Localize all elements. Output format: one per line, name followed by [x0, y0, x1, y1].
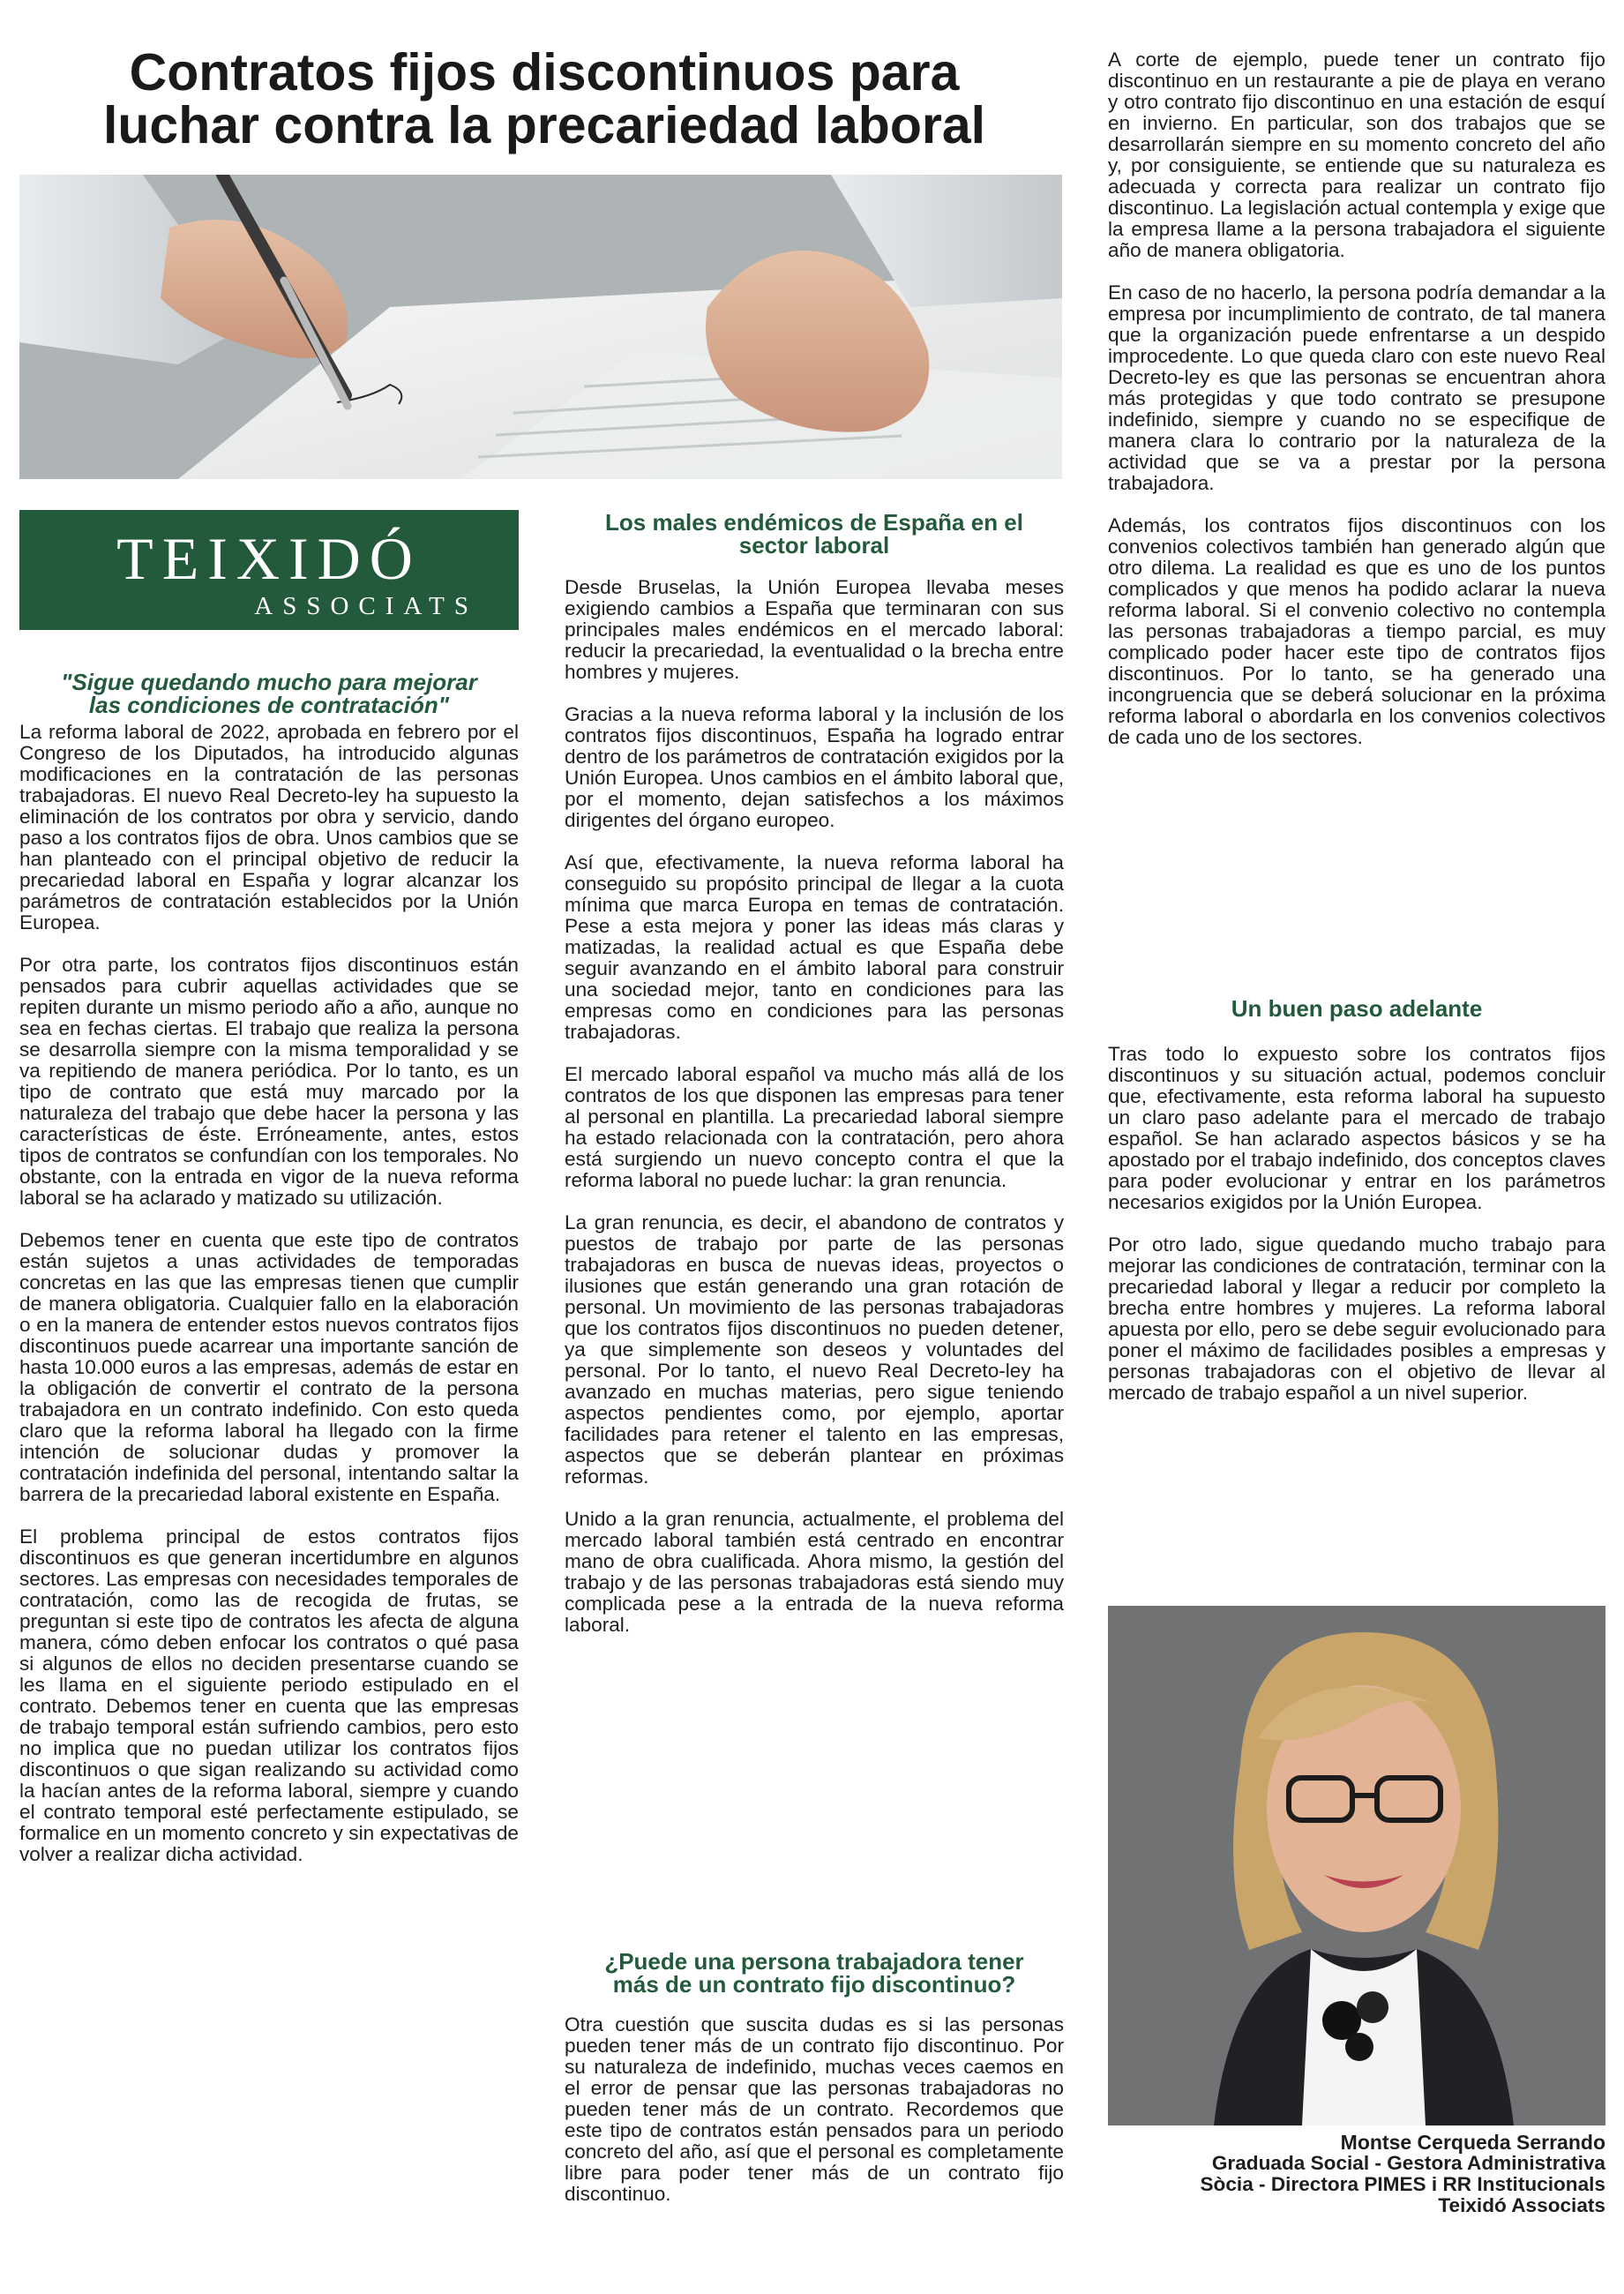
hand-writing-contract-image — [19, 175, 1062, 479]
section-heading-buen-paso: Un buen paso adelante — [1231, 995, 1483, 1022]
author-portrait-image — [1108, 1606, 1605, 2125]
paragraph: La reforma laboral de 2022, aprobada en febrero por el Congreso de los Diputados, ha introducido algunas modificaciones en la contratación de las personas trabajadoras. El nuevo Real Decreto-ley ha supuesto la eliminación de los contratos por obra y servicio, dando paso a los contratos fijos de obra. Unos cambios que se han planteado con el principal objetivo de reducir la precariedad laboral en España y lograr alcanzar los parámetros de contratación establecidos por la Unión Europea. — [19, 721, 519, 933]
paragraph: Desde Bruselas, la Unión Europea llevaba meses exigiendo cambios a España que terminaran con sus principales males endémicos en el mercado laboral: reducir la precariedad, la eventualidad o la brecha entre hombres y mujeres. — [565, 576, 1064, 683]
column-3 — [1108, 49, 1605, 748]
column-2 — [565, 577, 1064, 1636]
teixido-associats-logo — [19, 510, 519, 630]
paragraph: La gran renuncia, es decir, el abandono de contratos y puestos de trabajo por parte de las personas trabajadoras en busca de nuevas ideas, proyectos o ilusiones que están generando una gran rotación de personal. Un movimiento de las personas trabajadoras que los contratos fijos discontinuos no pueden detener, ya que simplemente son deseos y voluntades del personal. Por lo tanto, el nuevo Real Decreto-ley ha avanzado en muchas materias, pero sigue teniendo aspectos pendientes como, por ejemplo, aportar facilidades para retener el talento en las empresas, aspectos que se deberán plantear en próximas reformas. — [565, 1211, 1064, 1488]
paragraph: Por otro lado, sigue quedando mucho trabajo para mejorar las condiciones de contratación, terminar con la precariedad laboral y llegar a reducir por completo la brecha entre hombres y mujeres. La reforma laboral apuesta por ello, pero se debe seguir evolucionado para poner el máximo de facilidades posibles a empresas y personas trabajadoras con el objetivo de llevar al mercado de trabajo español a un nivel superior. — [1108, 1233, 1605, 1404]
article-title — [19, 43, 1069, 154]
logo-name: TEIXIDÓ — [116, 525, 422, 592]
section-heading-line1: Los males endémicos de España en el — [605, 509, 1023, 536]
paragraph: El mercado laboral español va mucho más allá de los contratos de los que disponen las empresas para tener al personal en plantilla. La precariedad laboral siempre ha estado relacionada con la contratación, pero ahora está surgiendo un nuevo concepto contra el que la reforma laboral no puede luchar: la gran renuncia. — [565, 1063, 1064, 1191]
paragraph: Debemos tener en cuenta que este tipo de contratos están sujetos a unas actividades de temporadas concretas en las que las empresas tienen que cumplir de manera obligatoria. Cualquier fallo en la elaboración o en la manera de entender estos nuevos contratos fijos discontinuos puede acarrear una importante sanción de hasta 10.000 euros a las empresas, además de estar en la obligación de convertir el contrato de la persona trabajadora en un contrato indefinido. Con esto queda claro que la reforma laboral ha llegado con la firme intención de solucionar dudas y promover la contratación indefinida del personal, intentando saltar la barrera de la precariedad laboral existente en España. — [19, 1229, 519, 1505]
paragraph: Otra cuestión que suscita dudas es si las personas pueden tener más de un contrato fijo discontinuo. Por su naturaleza de indefinido, muchas veces caemos en el error de pensar que las personas trabajadoras no pueden tener más de un contrato. Recordemos que este tipo de contratos están pensados para un periodo concreto del año, así que el personal es completamente libre para poder tener más de un contrato fijo discontinuo. — [565, 2013, 1064, 2205]
section-heading-line1: ¿Puede una persona trabajadora tener — [604, 1948, 1024, 1975]
hero-image — [19, 175, 1062, 479]
article-title-line2: luchar contra la precariedad laboral — [102, 96, 986, 154]
section-heading-line2: más de un contrato fijo discontinuo? — [612, 1971, 1016, 1998]
author-role-1: Graduada Social - Gestora Administrativa — [1211, 2152, 1605, 2174]
paragraph: Unido a la gran renuncia, actualmente, el problema del mercado laboral también está centrado en encontrar mano de obra cualificada. Ahora mismo, la gestión del trabajo y de las personas trabajadoras está siendo muy complicada pese a la entrada de la nueva reforma laboral. — [565, 1508, 1064, 1636]
paragraph: Por otra parte, los contratos fijos discontinuos están pensados para cubrir aquellas actividades que se repiten durante un mismo periodo año a año, aunque no sea en fechas ciertas. El trabajo que realiza la persona se desarrolla siempre con la misma temporalidad y se va repitiendo de manera periódica. Por lo tanto, es un tipo de contrato que está muy marcado por la naturaleza del trabajo que debe hacer la persona y las características de éste. Erróneamente, antes, estos tipos de contratos se confundían con los temporales. No obstante, con la entrada en vigor de la nueva reforma laboral se ha aclarado y matizado su utilización. — [19, 954, 519, 1209]
author-byline — [1108, 2132, 1605, 2216]
author-company: Teixidó Associats — [1438, 2194, 1605, 2216]
section-heading-line2: sector laboral — [738, 532, 890, 559]
column-3-bottom — [1108, 1044, 1605, 1404]
author-role-2: Sòcia - Directora PIMES i RR Institucionals — [1200, 2173, 1605, 2195]
paragraph: Tras todo lo expuesto sobre los contratos fijos discontinuos y su situación actual, podemos concluir que, efectivamente, esta reforma laboral ha supuesto un claro paso adelante para el mercado de trabajo español. Se han aclarado aspectos básicos y se ha apostado por el trabajo indefinido, dos conceptos claves para poder evolucionar y entrar en los parámetros necesarios exigidos por la Unión Europea. — [1108, 1043, 1605, 1213]
column-2-bottom — [565, 2014, 1064, 2205]
paragraph: El problema principal de estos contratos fijos discontinuos es que generan incertidumbre en algunos sectores. Las empresas con necesidades temporales de contratación, como las de recogida de frutas, se preguntan si este tipo de contratos les afecta de alguna manera, cómo deben enfocar los contratos o qué pasa si algunos de ellos no deciden presentarse cuando se les llama en el siguiente periodo estipulado en el contrato. Debemos tener en cuenta que las empresas de trabajo temporal están sufriendo cambios, pero esto no implica que no puedan utilizar los contratos fijos discontinuos o que sigan realizando su actividad como la hacían antes de la reforma laboral, siempre y cuando el contrato temporal esté perfectamente estipulado, se formalice en un momento concreto y sin expectativas de volver a realizar dicha actividad. — [19, 1526, 519, 1865]
author-name: Montse Cerqueda Serrando — [1340, 2131, 1605, 2154]
pull-quote-line1: "Sigue quedando mucho para mejorar — [61, 669, 477, 695]
section-heading-mas-de-un-contrato — [565, 1950, 1064, 1996]
paragraph: Así que, efectivamente, la nueva reforma laboral ha conseguido su propósito principal de llegar a la cuota mínima que marca Europa en temas de contratación. Pese a esta mejora y poner las ideas más claras y matizadas, la realidad actual es que España debe seguir avanzando en el ámbito laboral para construir una sociedad mejor, tanto en condiciones para las empresas como en condiciones para las personas trabajadoras. — [565, 851, 1064, 1043]
paragraph: En caso de no hacerlo, la persona podría demandar a la empresa por incumplimiento de contrato, de tal manera que la organización puede enfrentarse a un despido improcedente. Lo que queda claro con este nuevo Real Decreto-ley es que las personas se encuentran ahora más protegidas y que todo contrato se presupone indefinido, siempre y cuando no se especifique de manera clara lo contrario por la naturaleza de la actividad que se va a prestar por la persona trabajadora. — [1108, 281, 1605, 494]
article-title-line1: Contratos fijos discontinuos para — [129, 43, 960, 101]
logo-sub: ASSOCIATS — [254, 592, 478, 620]
pull-quote-line2: las condiciones de contratación" — [88, 692, 450, 718]
author-photo — [1108, 1606, 1605, 2125]
paragraph: Gracias a la nueva reforma laboral y la inclusión de los contratos fijos discontinuos, España ha logrado entrar dentro de los parámetros de contratación exigidos por la Unión Europea. Unos cambios en el ámbito laboral que, por el momento, dejan satisfechos a los máximos dirigentes del órgano europeo. — [565, 703, 1064, 831]
paragraph: Además, los contratos fijos discontinuos con los convenios colectivos también han generado algún que otro dilema. La realidad es que es uno de los puntos complicados y que menos ha podido aclarar la nueva reforma laboral. Si el convenio colectivo no contempla las personas trabajadoras a tiempo parcial, es muy complicado poder hacer este tipo de contratos fijos discontinuos. Por lo tanto, se ha generado una incongruencia que se deberá solucionar en la próxima reforma laboral o abordarla en los convenios colectivos de cada uno de los sectores. — [1108, 514, 1605, 748]
section-heading-males-endemicos — [565, 511, 1064, 557]
pull-quote — [19, 671, 519, 716]
column-1 — [19, 722, 519, 1865]
company-logo — [19, 510, 519, 630]
paragraph: A corte de ejemplo, puede tener un contrato fijo discontinuo en un restaurante a pie de playa en verano y otro contrato fijo discontinuo en una estación de esquí en invierno. En particular, son dos trabajos que se desarrollarán siempre en su momento concreto del año y, por consiguiente, se entiende que su naturaleza es adecuada y correcta para realizar un contrato fijo discontinuo. La legislación actual contempla y exige que la empresa llame a la persona trabajadora el siguiente año de manera obligatoria. — [1108, 49, 1605, 261]
